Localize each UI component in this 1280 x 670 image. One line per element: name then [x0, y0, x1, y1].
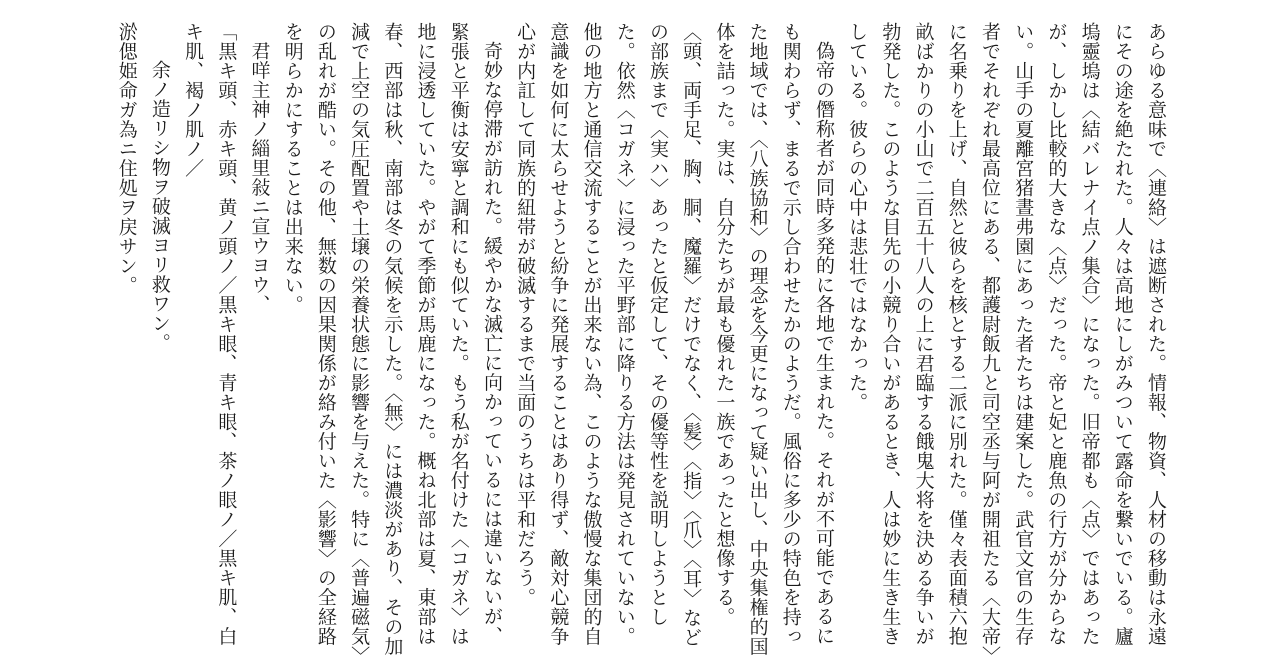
paragraph-7: 淤偲姫命ガ為ニ住処ヲ戻サン。	[115, 22, 138, 295]
paragraph-4: 君咩主神ノ緇里敍ニ宣ウヨウ、	[248, 41, 271, 314]
paragraph-3: 奇妙な停滞が訪れた。緩やかな滅亡に向かっているには違いないが、緊張と平衡は安寧と調和にも似ていた。もう私が名付けた〈コガネ〉は地に浸透していた。やがて季節が馬鹿になった。概ね北部は夏、東部は春、西部は秋、南部は冬の気候を示した。〈無〉には濃淡があり、その加減で上空の気圧配置や土壌の栄養状態に影響を与えた。特に〈普遍磁気〉の乱れが酷い。その他、無数の因果関係が絡み付いた〈影響〉の全経路を明らかにすることは出来ない。	[281, 22, 503, 656]
paragraph-6: 余ノ造リシ物ヲ破滅ヨリ救ワン。	[148, 60, 171, 353]
paragraph-1: あらゆる意味で〈連絡〉は遮断された。情報、物資、人材の移動は永遠にその途を絶たれた。人々は高地にしがみついて露命を繋いでいる。廬塢靈塢は〈結バレナイ点ノ集合〉になった。旧帝都も〈点〉ではあったが、しかし比較的大きな〈点〉だった。帝と妃と鹿魚の行方が分からない。山手の夏離宮猪晝弗園にあった者たちは建案した。武官文官の生存者でそれぞれ最高位にある、都護尉飯九と司空丞与阿が開祖たる〈大帝〉に名乗りを上げ、自然と彼らを核とする二派に別れた。僅々表面積六抱畝ばかりの小山で二百五十八人の上に君臨する餓鬼大将を決める争いが勃発した。このような目先の小競り合いがあるとき、人は妙に生き生きしている。彼らの心中は悲壮ではなかった。	[846, 22, 1167, 656]
paragraph-2: 偽帝の僭称者が同時多発的に各地で生まれた。それが不可能であるにも関わらず、まるで示し合わせたかのようだ。風俗に多少の特色を持った地域では、〈八族協和〉の理念を今更になって疑い出し、中央集権的国体を詰った。実は、自分たちが最も優れた一族であったと想像する。〈頭、両手足、胸、胴、魔羅〉だけでなく、〈髪〉〈指〉〈爪〉〈耳〉などの部族まで〈実ハ〉あったと仮定して、その優等性を説明しようとした。依然〈コガネ〉に浸った平野部に降りる方法は発見されていない。他の地方と通信交流することが出来ない為、このような傲慢な集団的自意識を如何に太らせようと紛争に発展することはあり得ず、敵対心競争心が内訌して同族的紐帯が破滅するまで当面のうちは平和だろう。	[514, 22, 835, 656]
vertical-text-body	[110, 22, 1173, 662]
paragraph-5: 「黒キ頭、赤キ頭、黄ノ頭ノ／黒キ眼、青キ眼、茶ノ眼ノ／黒キ肌、白キ肌、褐ノ肌ノ／	[182, 22, 238, 646]
